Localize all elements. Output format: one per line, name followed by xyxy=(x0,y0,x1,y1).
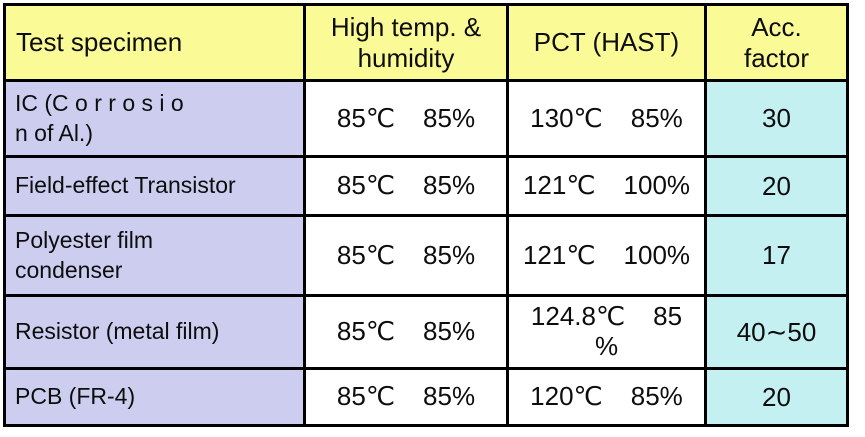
header-acc-line2: factor xyxy=(743,42,810,73)
high-temp-humidity-cell xyxy=(305,81,508,157)
table-row-pcb xyxy=(5,369,848,426)
temperature-value: 130℃ xyxy=(530,102,603,133)
temperature-value: 121℃ xyxy=(522,170,596,201)
temperature-value: 85℃ xyxy=(336,316,396,347)
header-high-temp-humidity xyxy=(305,5,508,81)
header-high-temp-line2: humidity xyxy=(357,42,455,73)
humidity-value: 85% xyxy=(423,381,476,412)
specimen-line: condenser xyxy=(15,256,123,283)
specimen-cell xyxy=(5,216,305,296)
acc-factor-cell: 20 xyxy=(706,157,848,216)
table-row-polyester xyxy=(5,216,848,296)
header-test-specimen-label: Test specimen xyxy=(16,27,183,58)
temperature-value: 124.8℃ xyxy=(530,301,626,332)
humidity-value: 100% xyxy=(623,239,691,270)
humidity-value: 85% xyxy=(630,102,683,133)
high-temp-humidity-cell xyxy=(305,296,508,369)
high-temp-humidity-cell xyxy=(305,157,508,216)
acc-factor-cell: 30 xyxy=(706,81,848,157)
humidity-value: 85% xyxy=(423,239,476,270)
acc-factor-cell: 20 xyxy=(706,369,848,426)
temperature-value: 85℃ xyxy=(336,381,396,412)
header-test-specimen xyxy=(5,5,305,81)
humidity-value: 100% xyxy=(623,170,691,201)
header-acc-factor xyxy=(706,5,848,81)
temperature-value: 85℃ xyxy=(336,239,396,270)
table-row-resistor xyxy=(5,296,848,369)
humidity-value: 85 xyxy=(653,301,683,332)
temperature-value: 85℃ xyxy=(336,170,396,201)
temperature-value: 121℃ xyxy=(522,239,596,270)
pct-hast-cell xyxy=(508,216,706,296)
specimen-line: IC (C o r r o s i o xyxy=(15,90,184,117)
acc-factor-cell: 40∼50 xyxy=(706,296,848,369)
header-high-temp-line1: High temp. & xyxy=(330,11,482,42)
header-pct-hast-label-main: PCT (HAST) xyxy=(533,27,680,58)
temperature-value: 85℃ xyxy=(336,102,396,133)
acc-factor-cell: 17 xyxy=(706,216,848,296)
high-temp-humidity-cell xyxy=(305,369,508,426)
specimen-line: Field-effect Transistor xyxy=(15,172,236,199)
humidity-value: 85% xyxy=(630,381,683,412)
temperature-value: 120℃ xyxy=(530,381,603,412)
header-pct-hast xyxy=(508,5,706,81)
humidity-value: 85% xyxy=(423,102,476,133)
humidity-value: 85% xyxy=(423,316,476,347)
high-temp-humidity-cell xyxy=(305,216,508,296)
humidity-value: 85% xyxy=(423,170,476,201)
table-row-ic xyxy=(5,81,848,157)
specimen-cell xyxy=(5,369,305,426)
pct-hast-cell xyxy=(508,296,706,369)
specimen-line: Polyester film xyxy=(15,227,154,254)
pct-hast-cell xyxy=(508,81,706,157)
pct-hast-cell xyxy=(508,157,706,216)
specimen-line: PCB (FR-4) xyxy=(15,383,136,410)
humidity-wrap: % xyxy=(594,331,619,361)
specimen-line: Resistor (metal film) xyxy=(15,318,220,345)
specimen-cell xyxy=(5,81,305,157)
pct-hast-cell xyxy=(508,369,706,426)
header-acc-line1: Acc. xyxy=(751,11,802,42)
specimen-line: n of Al.) xyxy=(15,119,93,146)
specimen-cell xyxy=(5,157,305,216)
header-row xyxy=(5,5,848,81)
specimen-cell xyxy=(5,296,305,369)
table-row-fet xyxy=(5,157,848,216)
acceleration-factor-table xyxy=(3,3,849,427)
